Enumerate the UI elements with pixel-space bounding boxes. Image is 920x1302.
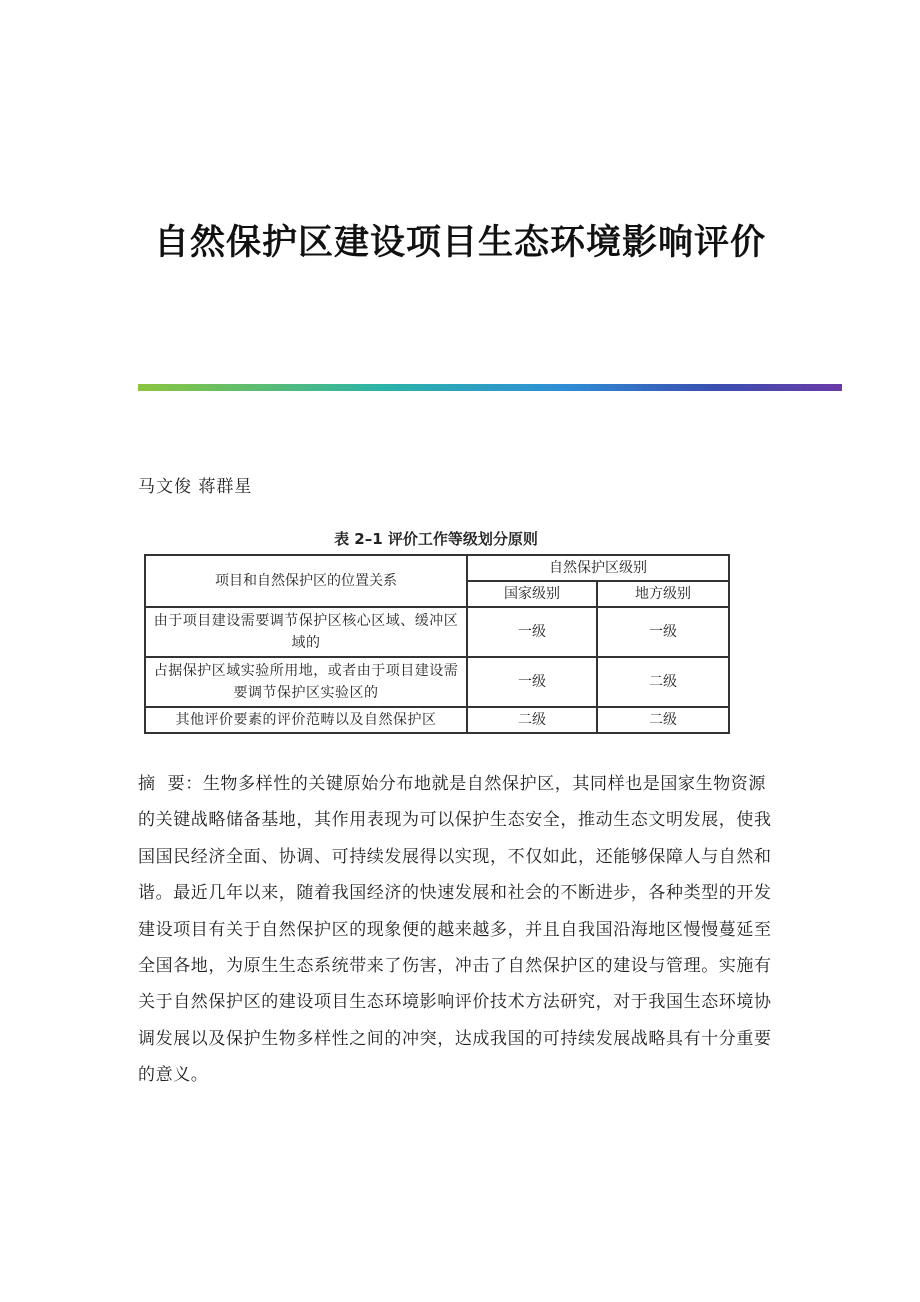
title-divider (138, 384, 842, 391)
header-national: 国家级别 (467, 581, 597, 607)
abstract-paragraph (138, 766, 782, 1094)
row-relation: 由于项目建设需要调节保护区核心区域、缓冲区域的 (145, 607, 467, 657)
row-local-level: 二级 (597, 707, 729, 733)
row-relation: 其他评价要素的评价范畴以及自然保护区 (145, 707, 467, 733)
row-relation: 占据保护区域实验所用地，或者由于项目建设需要调节保护区实验区的 (145, 657, 467, 707)
row-national-level: 一级 (467, 607, 597, 657)
author-line: 马文俊 蒋群星 (138, 477, 253, 497)
header-level-group: 自然保护区级别 (467, 555, 729, 581)
table-header-row (145, 555, 729, 581)
abstract-text: 生物多样性的关键原始分布地就是自然保护区，其同样也是国家生物资源的关键战略储备基地，其作用表现为可以保护生态安全，推动生态文明发展，使我国国民经济全面、协调、可持续发展得以实现，不仅如此，还能够保障人与自然和谐。最近几年以来，随着我国经济的快速发展和社会的不断进步，各种类型的开发建设项目有关于自然保护区的现象便的越来越多，并且自我国沿海地区慢慢蔓延至全国各地，为原生生态系统带来了伤害，冲击了自然保护区的建设与管理。实施有关于自然保护区的建设项目生态环境影响评价技术方法研究，对于我国生态环境协调发展以及保护生物多样性之间的冲突，达成我国的可持续发展战略具有十分重要的意义。 (138, 774, 772, 1086)
table-row (145, 607, 729, 657)
table-row (145, 657, 729, 707)
row-national-level: 二级 (467, 707, 597, 733)
table-caption: 表 2–1 评价工作等级划分原则 (334, 530, 538, 548)
evaluation-level-table (144, 554, 730, 734)
row-local-level: 一级 (597, 607, 729, 657)
row-local-level: 二级 (597, 657, 729, 707)
evaluation-table-container (144, 554, 728, 734)
header-local: 地方级别 (597, 581, 729, 607)
document-title: 自然保护区建设项目生态环境影响评价 (153, 222, 766, 263)
header-relation: 项目和自然保护区的位置关系 (145, 555, 467, 607)
table-row (145, 707, 729, 733)
row-national-level: 一级 (467, 657, 597, 707)
abstract-label: 摘 要： (138, 774, 203, 794)
